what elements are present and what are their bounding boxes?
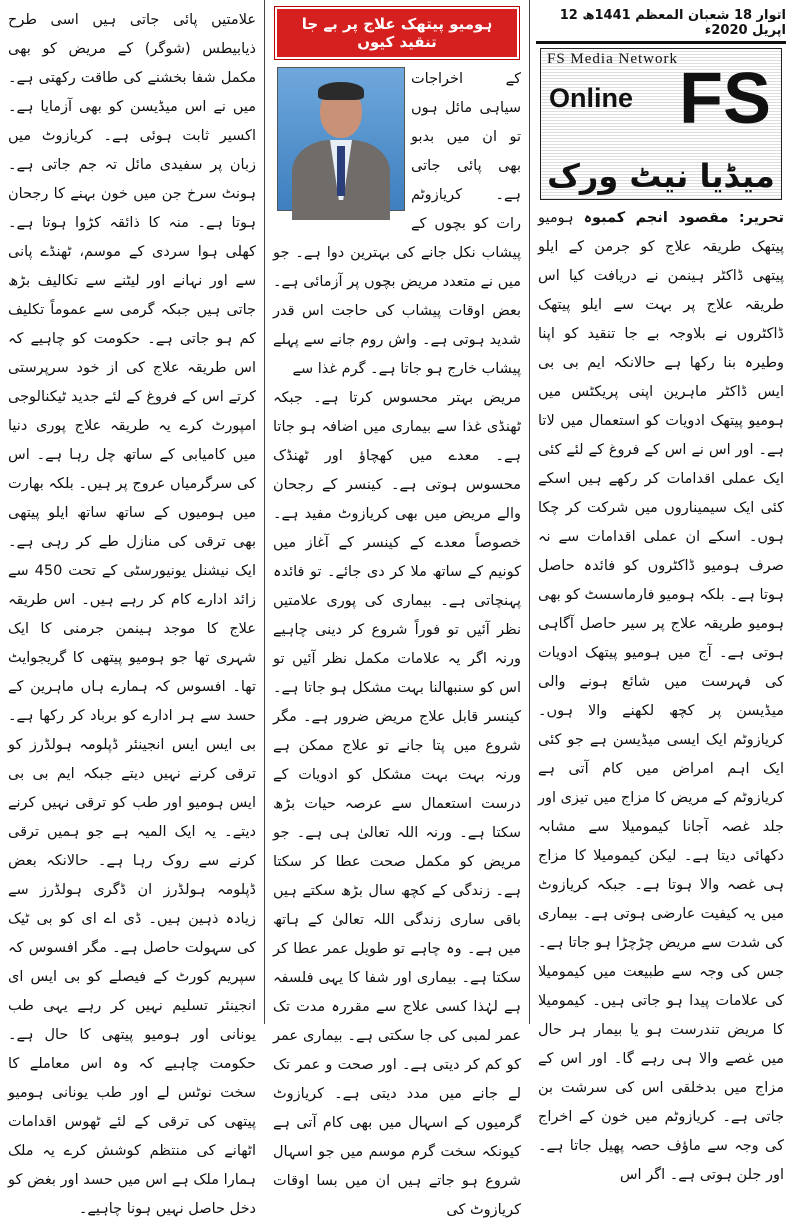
author-photo [277,67,405,211]
byline: تحریر: مقصود انجم کمبوہ [583,210,784,226]
right-column [530,0,792,1183]
dateline: اتوار 18 شعبان المعظم 1441ھ 12 اپریل 2020ء [536,8,786,44]
middle-lower-text: مریض بہتر محسوس کرتا ہے۔ جبکہ ٹھنڈی غذا سے بیماری میں اضافہ ہو جاتا ہے۔ معدے میں کھچاؤ اور ٹھنڈک محسوس ہوتی ہے۔ کینسر کے رجحان والے مریض میں بھی کریازوٹ مفید ہے۔ خصوصاً معدے کے کینسر کے آغاز میں کونیم کے ساتھ ملا کر دی جائے۔ تو فائدہ پہنچاتی ہے۔ بیماری کی پوری علامتیں نظر آئیں تو فوراً شروع کر دینی چاہیے ورنہ اگر یہ علامات مکمل نظر آئیں تو اس کو سنبھالنا بہت مشکل ہو جاتا ہے۔ کینسر قابل علاج مریض ضرور ہے۔ مگر شروع میں پتا جانے تو علاج ممکن ہے ورنہ بہت بہت مشکل کو ادویات کے درست استعمال سے عرصہ حیات بڑھ سکتا ہے۔ ورنہ اللہ تعالیٰ ہی ہے۔ جو مریض کو مکمل صحت عطا کر سکتا ہے۔ زندگی کے کچھ سال بڑھ سکتے ہیں باقی ساری زندگی اللہ تعالیٰ کے ہاتھ میں ہے۔ وہ چاہے تو طویل عمر عطا کر سکتا ہے۔ بیماری اور شفا کا یہی فلسفہ ہے لہٰذا کسی علاج سے مقررہ مدت تک عمر لمبی کی جا سکتی ہے۔ بیماری عمر کو کم کر دیتی ہے۔ اور صحت و عمر تک لے جانے میں مدد دیتی ہے۔ کریازوٹ گرمیوں کے اسہال میں بھی کام آتی ہے کیونکہ سخت گرم موسم میں جو اسہال شروع ہو جاتے ہیں ان میں بسا اوقات کریازوٹ کی [273,390,521,1218]
article-middle-body [265,59,529,1225]
middle-upper-text: کے اخراجات سیاہی مائل ہوں تو ان میں بدبو بھی پائی جاتی ہے۔ کریازوٹم رات کو بچوں کے پیشاب نکل جانے کی بہترین دوا ہے۔ جو میں نے متعدد مریض بچوں پر آزمائی ہے۔ بعض اوقات پیشاب کی حاجت اس قدر شدید ہوتی ہے۔ واش روم جانے سے پہلے پیشاب خارج ہو جاتا ہے۔ گرم غذا سے [273,71,521,377]
article-right-body [530,200,792,1190]
middle-upper-block [273,65,521,384]
masthead-online: Online [549,83,634,113]
right-column-text: ہومیو پیتھک طریقہ علاج کو جرمن کے ایلو پیتھی ڈاکٹر ہینمن نے دریافت کیا اس طریقہ علاج پر بہت سے ایلو پیتھک ڈاکٹروں نے بلاوجہ بے جا تنقید کو اپنا وطیرہ بنا رکھا ہے حالانکہ ایم بی بی ایس ڈاکٹر ماہرین اپنی پریکٹس میں ہومیو پیتھک ادویات کو استعمال میں لاتا ہے۔ اور اس نے اس کے فروغ کے لئے کئی ایک عملی اقدامات کر رکھے ہیں اسکے کئی ایک سیمیناروں میں شرکت کر چکا ہوں۔ اسکے ان عملی اقدامات سے نہ صرف ہومیو ڈاکٹروں کو فائدہ حاصل ہوتا ہے۔ بلکہ ہومیو فارماسسٹ کو بھی ہومیو طریقہ علاج پر سیر حاصل آگاہی ہوتی ہے۔ آج میں ہومیو پیتھک ادویات کی فہرست میں شائع ہونے والی میڈیسن پر کچھ لکھنے والا ہوں۔ کریازوٹم ایک ایسی میڈیسن ہے جو کئی ایک اہم امراض میں کام آتی ہے کریازوٹم کے مریض کا مزاج میں تیزی اور جلد غصہ آجانا کیمومیلا سے مشابہ دکھائی دیتا ہے۔ لیکن کیمومیلا کا مزاج ہی غصہ والا ہوتا ہے۔ جبکہ کریازوٹ میں یہ کیفیت عارضی ہوتی ہے۔ بیماری کی شدت سے مریض چڑچڑا ہو جاتا ہے۔ جس کی وجہ سے طبیعت میں کیمومیلا کی علامات پیدا ہو جاتی ہیں۔ کیمومیلا کا مریض تندرست ہو یا بیمار ہر حال میں غصے والا ہی رہے گا۔ اور اس کے مزاج میں بدخلقی اس کی سرشت بن جاتی ہے۔ کریازوٹم میں خون کے اخراج کی وجہ سے ماؤف حصہ پھیل جاتا ہے۔ اور جلن ہوتی ہے۔ اگر اس [538,210,784,1183]
article-left-body: علامتیں پائی جاتی ہیں اسی طرح ذیابیطس (شوگر) کے مریض کو بھی مکمل شفا بخشنے کی طاقت رکھتی ہے۔ میں نے اس میڈیسن کو بھی آزمایا ہے۔ اکسیر ثابت ہوئی ہے۔ کریازوٹ میں زبان پر سفیدی مائل تہ جم جاتی ہے۔ ہونٹ سرخ جن میں خون بہنے کا رجحان ہوتا ہے۔ منہ کا ذائقہ کڑوا ہوتا ہے۔ کھلی ہوا سردی کے موسم، ٹھنڈے پانی سے اور نہانے اور لیٹنے سے تکالیف بڑھ جاتی ہیں جبکہ گرمی سے عموماً تکلیف کم ہو جاتی ہے۔ حکومت کو چاہیے کہ اس طریقہ علاج کی از خود سرپرستی کرتے اس کے فروغ کے لئے جدید ٹیکنالوجی امپورٹ کرے یہ طریقہ علاج پوری دنیا میں کامیابی کے ساتھ چل رہا ہے۔ اس کی سرگرمیاں عروج پر ہیں۔ بلکہ بھارت میں ہومیوں کے ساتھ ساتھ ایلو پیتھی بھی ترقی کی منازل طے کر رہی ہے۔ ایک نیشنل یونیورسٹی کے تحت 450 سے زائد ادارے کام کر رہے ہیں۔ اس طریقہ علاج کا موجد ہینمن جرمنی کا ایک شہری تھا جو ہومیو پیتھی کا گریجوایٹ تھا۔ افسوس کہ ہمارے ہاں ماہرین کے حسد سے ہر ادارے کو برباد کر رکھا ہے۔ بی ایس ایس انجینئر ڈپلومہ ہولڈرز کو ترقی کرنے نہیں دیتے جبکہ ایم بی بی ایس ہومیو اور طب کو ترقی نہیں کرنے دیتے۔ یہ ایک المیہ ہے جو ہمیں ترقی کرنے سے روک رہا ہے۔ حالانکہ بعض ڈپلومہ ہولڈرز ان ڈگری ہولڈرز سے زیادہ ذہین ہیں۔ ڈی اے ای کو بی ٹیک کی سہولت حاصل ہے۔ مگر افسوس کہ سپریم کورٹ کے فیصلے کو بی ایس ای انجینئر تسلیم نہیں کر رہے یہی طب یونانی اور ہومیو پیتھی کا حال ہے۔ حکومت چاہیے کہ وہ اس معاملے کا سخت نوٹس لے اور طب یونانی ہومیو پیتھی کی ترقی کے لئے ٹھوس اقدامات اٹھانے کی منتظم کوشش کرے یہ ملک ہمارا ملک ہے اس میں حسد اور بغض کو دخل حاصل نہیں ہونا چاہیے۔ [8,12,256,1217]
masthead-fs: FS [678,59,771,139]
middle-column [264,0,530,1218]
masthead-urdu: میڈیا نیٹ ورک [547,157,775,195]
masthead-logo [540,48,782,200]
masthead-network: FS Media Network [547,51,678,67]
left-column [0,0,264,1217]
headline: ہومیو پیتھک علاج پر بے جا تنقید کیوں [275,7,519,59]
